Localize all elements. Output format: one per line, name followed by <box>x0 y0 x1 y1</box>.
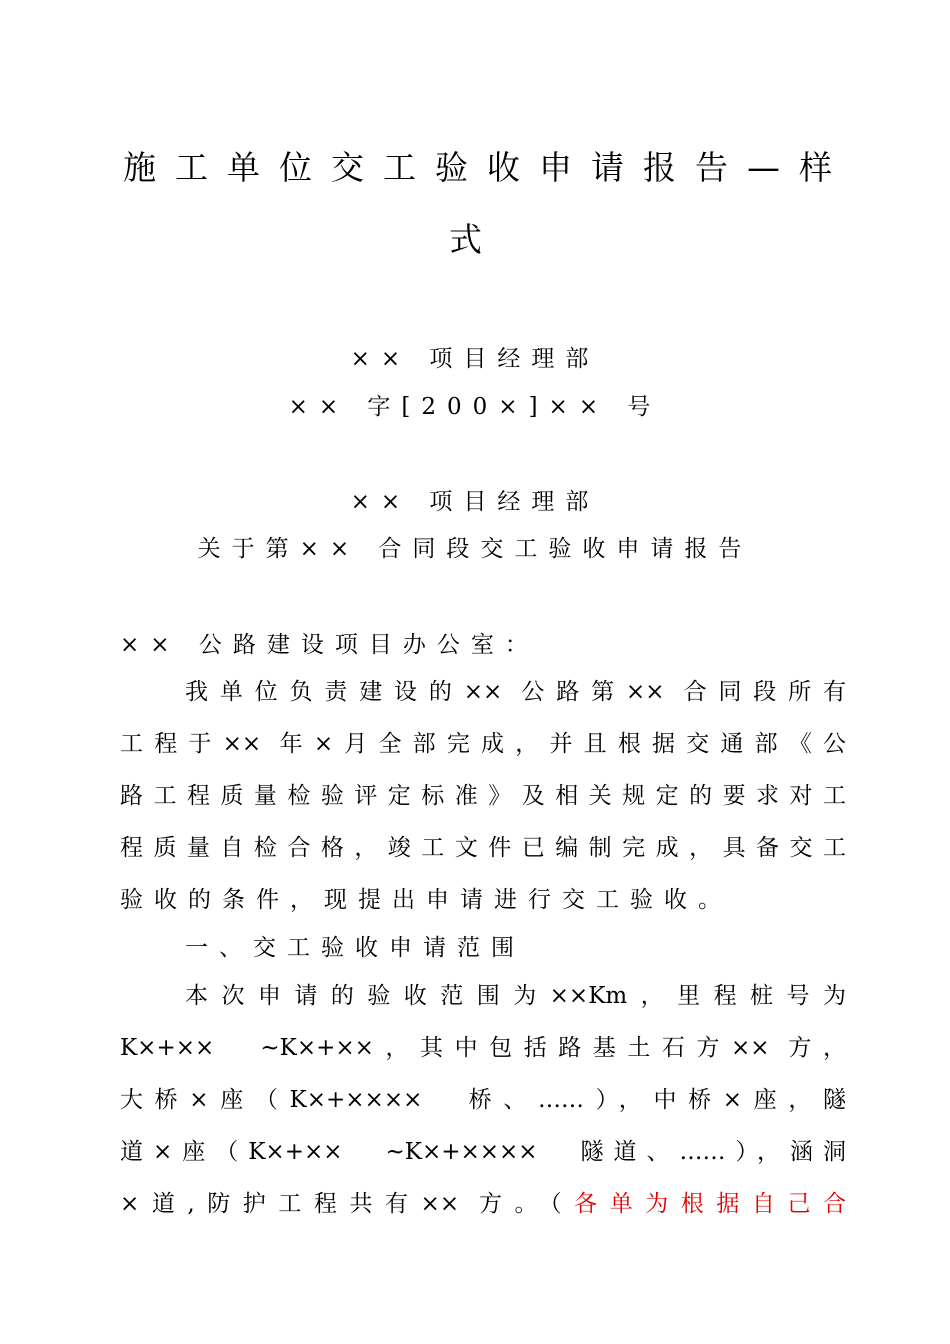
paragraph-line: 道×座（K×+×× ~K×+×××× 隧道、……），涵洞 <box>120 1139 846 1165</box>
paragraph-line: 程质量自检合格，竣工文件已编制完成，具备交工 <box>120 835 846 861</box>
paragraph-line: K×+×× ~K×+××，其中包括路基土石方×× 方， <box>120 1035 846 1061</box>
report-org: ×× 项目经理部 <box>350 489 600 515</box>
paragraph-text: ×道,防护工程共有×× 方。（ <box>120 1191 575 1217</box>
red-note-text: 各单为根据自己合 <box>574 1191 847 1217</box>
reference-number: ×× 字[200×]×× 号 <box>288 394 662 420</box>
paragraph-line: 大桥×座（K×+×××× 桥、……），中桥×座，隧 <box>120 1087 846 1113</box>
paragraph-line-with-note <box>120 1185 846 1218</box>
paragraph-line: 本次申请的验收范围为××Km，里程桩号为 <box>185 983 846 1009</box>
section-heading: 一、交工验收申请范围 <box>185 935 525 961</box>
paragraph-line: 路工程质量检验评定标准》及相关规定的要求对工 <box>120 783 846 809</box>
paragraph-line: 验收的条件，现提出申请进行交工验收。 <box>120 887 732 913</box>
document-title-continued: 式 <box>449 220 501 259</box>
addressee: ×× 公路建设项目办公室： <box>120 632 539 658</box>
issuing-org: ×× 项目经理部 <box>350 346 600 372</box>
document-title: 施工单位交工验收申请报告—样 <box>123 148 851 187</box>
paragraph-line: 我单位负责建设的×× 公路第×× 合同段所有 <box>185 679 846 705</box>
report-subject: 关于第×× 合同段交工验收申请报告 <box>197 536 753 562</box>
paragraph-line: 工程于×× 年×月全部完成，并且根据交通部《公 <box>120 731 846 757</box>
